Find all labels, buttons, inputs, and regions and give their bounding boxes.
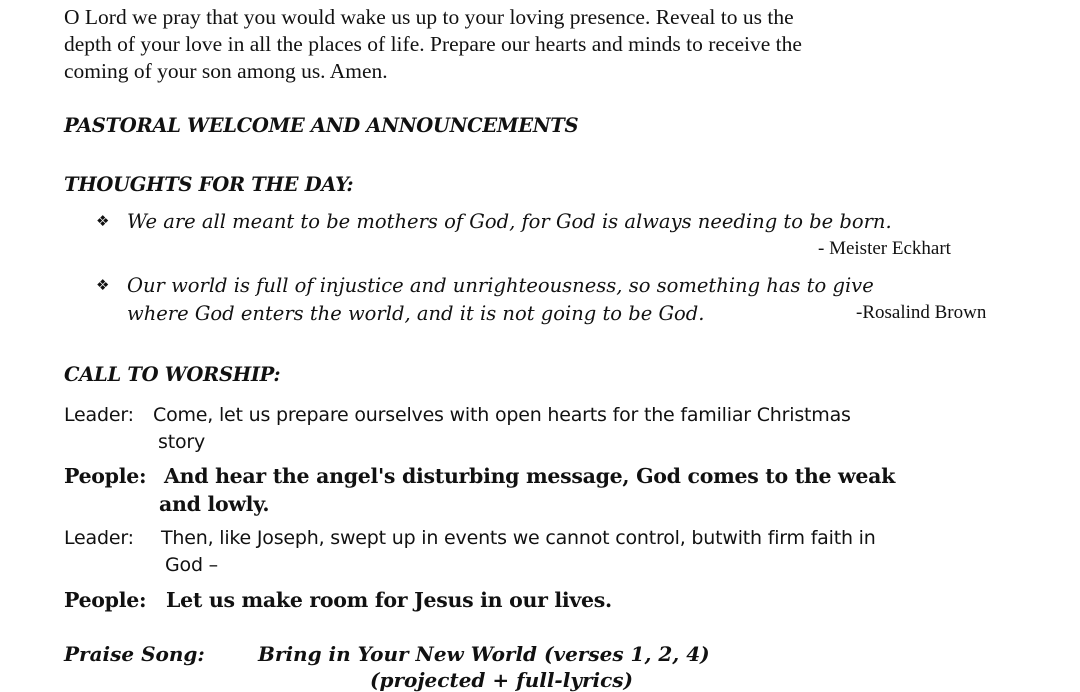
leader-label: Leader: bbox=[64, 404, 134, 426]
leader-label: Leader: bbox=[64, 527, 134, 549]
thought-item bbox=[96, 207, 1016, 267]
litany-people-line bbox=[64, 462, 896, 516]
prayer-line: depth of your love in all the places of life. Prepare our hearts and minds to receive the bbox=[64, 32, 802, 56]
people-text: And hear the angel's disturbing message, God comes to the weak bbox=[164, 464, 896, 488]
praise-song-label: Praise Song: bbox=[64, 642, 205, 666]
prayer-line: coming of your son among us. Amen. bbox=[64, 59, 388, 83]
litany-leader-line bbox=[64, 401, 851, 453]
people-label: People: bbox=[64, 464, 147, 488]
pastoral-welcome-heading: PASTORAL WELCOME AND ANNOUNCEMENTS bbox=[64, 114, 579, 137]
opening-prayer bbox=[64, 4, 1024, 85]
litany-people-line bbox=[64, 586, 612, 614]
thoughts-heading: THOUGHTS FOR THE DAY: bbox=[64, 173, 354, 196]
litany-leader-line bbox=[64, 524, 876, 576]
praise-song-title: Bring in Your New World (verses 1, 2, 4) bbox=[258, 642, 710, 666]
people-label: People: bbox=[64, 588, 147, 612]
thought-quote: Our world is full of injustice and unrighteousness, so something has to give bbox=[127, 274, 874, 297]
thought-quote: where God enters the world, and it is not going to be God. bbox=[127, 302, 705, 325]
thought-author: - Meister Eckhart bbox=[818, 238, 951, 259]
leader-text: Then, like Joseph, swept up in events we cannot control, butwith firm faith in bbox=[161, 527, 876, 549]
call-to-worship-heading: CALL TO WORSHIP: bbox=[64, 363, 281, 386]
people-text: Let us make room for Jesus in our lives. bbox=[166, 588, 612, 612]
diamond-bullet-icon: ❖ bbox=[96, 276, 110, 294]
praise-song-note: (projected + full-lyrics) bbox=[370, 668, 633, 692]
thought-quote: We are all meant to be mothers of God, for God is always needing to be born. bbox=[127, 210, 892, 233]
people-text: and lowly. bbox=[159, 492, 270, 516]
leader-text: story bbox=[158, 431, 206, 453]
diamond-bullet-icon: ❖ bbox=[96, 212, 110, 230]
praise-song bbox=[64, 642, 710, 666]
thought-item bbox=[96, 271, 1016, 331]
thought-author: -Rosalind Brown bbox=[856, 302, 987, 323]
prayer-line: O Lord we pray that you would wake us up to your loving presence. Reveal to us the bbox=[64, 5, 794, 29]
leader-text: God – bbox=[165, 554, 218, 576]
leader-text: Come, let us prepare ourselves with open hearts for the familiar Christmas bbox=[153, 404, 851, 426]
